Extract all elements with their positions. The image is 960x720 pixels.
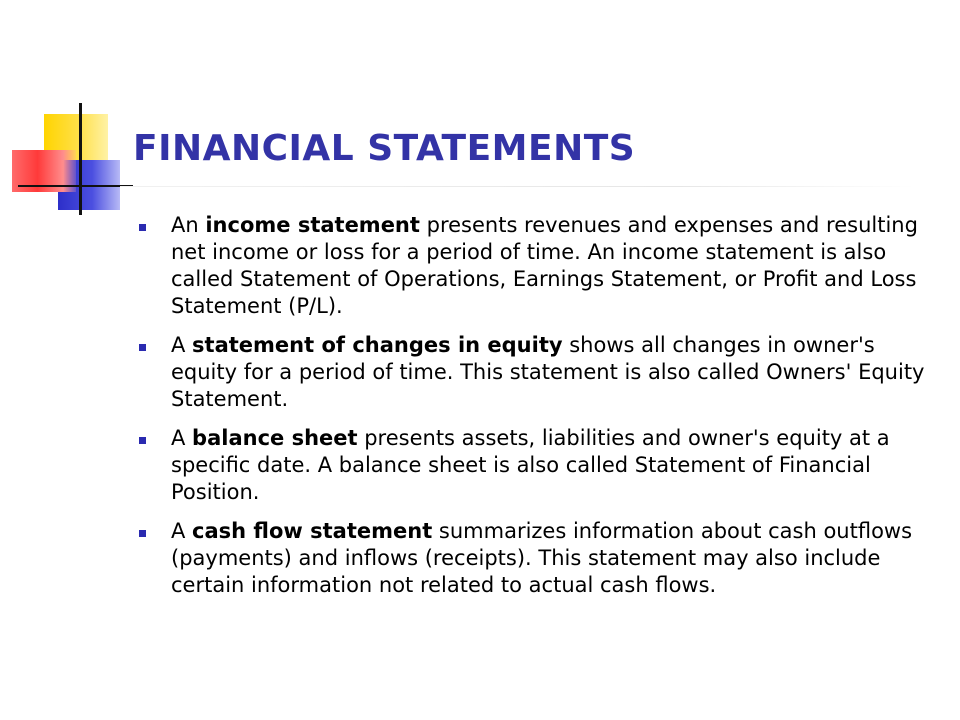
slide-title: FINANCIAL STATEMENTS	[133, 128, 636, 169]
bullet-term: cash flow statement	[192, 519, 433, 543]
bullet-text: A cash flow statement summarizes information about cash outflows (payments) and inflows (receipts). This statement may also include certain information not related to actual cash flows.	[171, 519, 913, 597]
square-bullet-icon	[139, 530, 146, 537]
corner-squares-decoration	[0, 0, 140, 230]
bullet-text: A statement of changes in equity shows all changes in owner's equity for a period of time. This statement is also called Owners' Equity Statement.	[171, 333, 925, 411]
bullet-income-statement	[132, 212, 932, 320]
bullet-balance-sheet	[132, 425, 932, 506]
bullet-list	[132, 212, 932, 611]
bullet-term: balance sheet	[192, 426, 358, 450]
square-bullet-icon	[139, 344, 146, 351]
horizontal-rule	[18, 185, 133, 187]
bullet-text: An income statement presents revenues and expenses and resulting net income or loss for a period of time. An income statement is also called Statement of Operations, Earnings Statement, or Profit and Loss Statement (P/L).	[171, 213, 918, 318]
square-bullet-icon	[139, 437, 146, 444]
bullet-statement-of-changes-in-equity	[132, 332, 932, 413]
square-bullet-icon	[139, 224, 146, 231]
bullet-text: A balance sheet presents assets, liabilities and owner's equity at a specific date. A balance sheet is also called Statement of Financial Position.	[171, 426, 890, 504]
vertical-rule	[79, 103, 82, 215]
bullet-term: income statement	[205, 213, 420, 237]
bullet-cash-flow-statement	[132, 518, 932, 599]
bullet-term: statement of changes in equity	[192, 333, 563, 357]
title-underline	[120, 186, 915, 187]
